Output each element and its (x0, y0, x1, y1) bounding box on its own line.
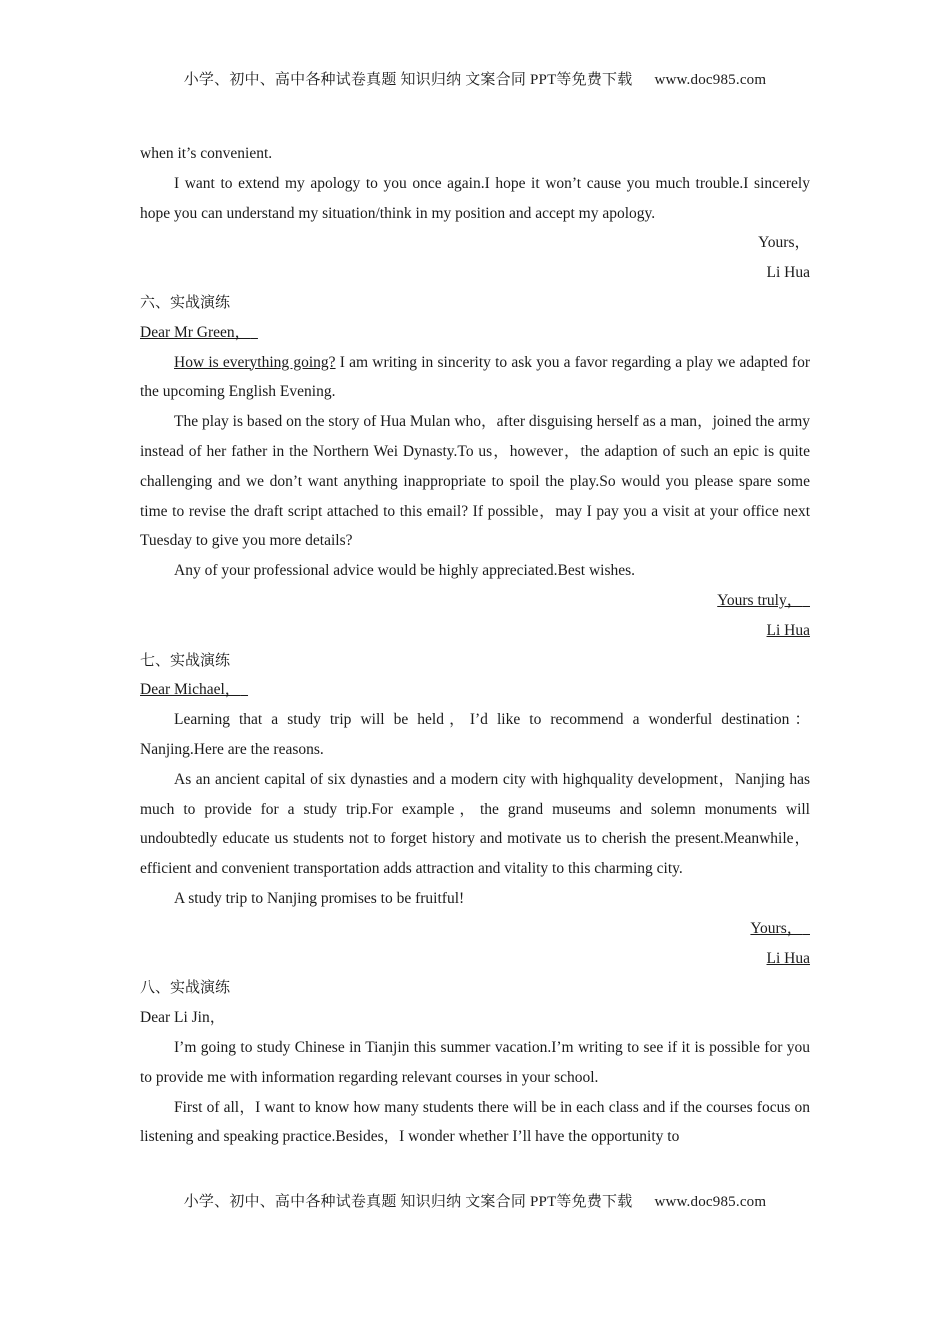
letter7-signature-text: Li Hua (766, 949, 810, 967)
letter7-signature (140, 944, 810, 974)
letter6-opening-question: How is everything going? (174, 353, 336, 371)
document-body (140, 139, 810, 1152)
letter8-paragraph-1: I’m going to study Chinese in Tianjin this summer vacation.I’m writing to see if it is possible for you to provide me with information regarding relevant courses in your school. (140, 1038, 810, 1086)
letter7-closing (140, 914, 810, 944)
letter7-salutation-text: Dear Michael， (140, 681, 241, 699)
letter7-closing-text: Yours， (750, 919, 803, 937)
letter8-paragraph-2: First of all，I want to know how many students there will be in each class and if the courses focus on listening and speaking practice.Besides，I wonder whether I’ll have the opportunity to (140, 1098, 810, 1146)
footer-site[interactable]: www.doc985.com (654, 1194, 767, 1210)
letter6-signature (140, 616, 810, 646)
letter7-paragraph-3: A study trip to Nanjing promises to be fruitful! (174, 889, 465, 907)
letter6-paragraph-3: Any of your professional advice would be highly appreciated.Best wishes. (174, 562, 636, 580)
footer-text: 小学、初中、高中各种试卷真题 知识归纳 文案合同 PPT等免费下载 (183, 1194, 633, 1210)
letter7-paragraph-2: As an ancient capital of six dynasties and a modern city with highquality development，Nanjing has much to provide for a study trip.For example，the grand museums and solemn monuments will undoubtedly educate us students not to forget history and motivate us to cherish the present.Meanwhile，efficient and convenient transportation adds attraction and vitality to this charming city. (140, 770, 810, 878)
section-heading-8: 八、实战演练 (140, 978, 231, 997)
header-site[interactable]: www.doc985.com (654, 72, 767, 88)
letter6-paragraph-1-rest: I am writing in sincerity to ask you a favor regarding a play we adapted for the upcoming English Evening. (140, 353, 810, 401)
letter7-paragraph-1: Learning that a study trip will be held，I’d like to recommend a wonderful destination：Nanjing.Here are the reasons. (140, 711, 810, 758)
page-header (0, 68, 950, 89)
letter5-signature: Li Hua (766, 264, 810, 282)
letter6-closing-text: Yours truly， (717, 591, 803, 609)
letter5-paragraph: I want to extend my apology to you once again.I hope it won’t cause you much trouble.I sincerely hope you can understand my situation/think in my position and accept my apology. (140, 174, 810, 222)
header-text: 小学、初中、高中各种试卷真题 知识归纳 文案合同 PPT等免费下载 (183, 72, 633, 88)
letter6-paragraph-1 (140, 348, 810, 408)
page-footer (0, 1190, 950, 1211)
section-heading-6: 六、实战演练 (140, 292, 231, 311)
letter8-salutation: Dear Li Jin， (140, 1009, 226, 1027)
letter7-salutation (140, 675, 810, 705)
letter5-continuation: when it’s convenient. (140, 145, 273, 162)
letter6-closing (140, 586, 810, 616)
letter6-signature-text: Li Hua (766, 621, 810, 639)
section-heading-7: 七、实战演练 (140, 650, 231, 669)
letter6-paragraph-2: The play is based on the story of Hua Mulan who，after disguising herself as a man，joined the army instead of her father in the Northern Wei Dynasty.To us，however，the adaption of such an epic is quite challenging and we don’t want anything inappropriate to spoil the play.So would you please spare some time to revise the draft script attached to this email? If possible，may I pay you a visit at your office next Tuesday to give you more details? (140, 413, 810, 550)
letter5-closing: Yours， (758, 234, 810, 252)
letter6-salutation (140, 318, 810, 348)
letter6-salutation-text: Dear Mr Green， (140, 323, 251, 341)
